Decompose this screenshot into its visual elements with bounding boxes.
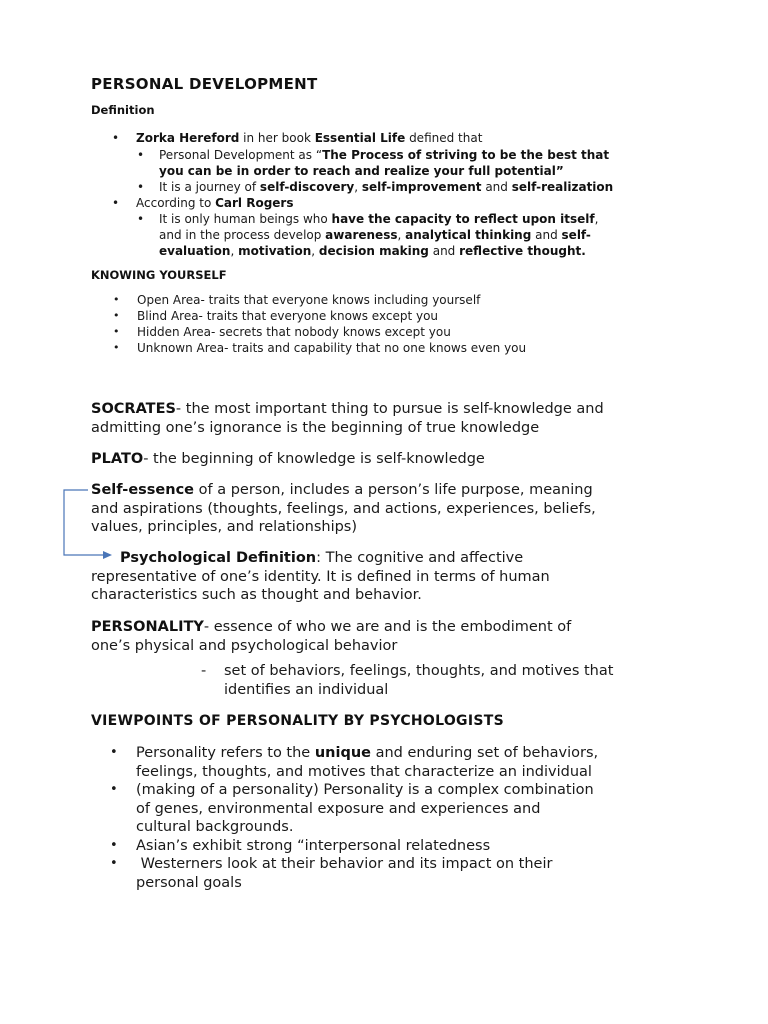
knowing-yourself-heading: KNOWING YOURSELF [91, 268, 227, 282]
page-title: PERSONAL DEVELOPMENT [91, 75, 318, 93]
definition-line-1: • Zorka Hereford in her book Essential Life defined that [112, 131, 483, 145]
bullet-icon: • [112, 131, 120, 145]
bullet-icon: • [112, 196, 120, 210]
sub-bullet-icon: • [137, 212, 145, 226]
personality-paragraph: PERSONALITY- essence of who we are and is the embodiment of one’s physical and psychological behavior [91, 619, 572, 654]
definition-line-2: • Personal Development as “The Process of striving to be the best that [137, 148, 610, 162]
definition-line-3: you can be in order to reach and realize your full potential” [159, 164, 564, 178]
definition-line-4: • It is a journey of self-discovery, self-improvement and self-realization [137, 180, 614, 194]
definition-heading: Definition [91, 103, 155, 117]
list-item: • Asian’s exhibit strong “interpersonal relatedness [136, 837, 598, 856]
sub-bullet-icon: • [137, 180, 145, 194]
list-item: • Hidden Area- secrets that nobody knows except you [137, 324, 526, 340]
socrates-paragraph: SOCRATES- the most important thing to pursue is self-knowledge and admitting one’s ignorance is the beginning of true knowledge [91, 401, 604, 436]
plato-paragraph: PLATO- the beginning of knowledge is self-knowledge [91, 451, 485, 467]
list-item: • Personality refers to the unique and enduring set of behaviors, feelings, thoughts, and motives that characterize an individual [136, 744, 598, 781]
viewpoints-list [136, 744, 598, 892]
definition-line-7: and in the process develop awareness, analytical thinking and self- [159, 228, 591, 242]
definition-line-8: evaluation, motivation, decision making and reflective thought. [159, 244, 586, 258]
definition-line-6: • It is only human beings who have the capacity to reflect upon itself, [137, 212, 599, 226]
definition-line-5: • According to Carl Rogers [112, 196, 294, 210]
viewpoints-heading: VIEWPOINTS OF PERSONALITY BY PSYCHOLOGISTS [91, 713, 504, 729]
list-item: • (making of a personality) Personality is a complex combination of genes, environmental exposure and experiences and cultural backgrounds. [136, 781, 598, 837]
sub-bullet-icon: • [137, 148, 145, 162]
list-item: • Open Area- traits that everyone knows including yourself [137, 292, 526, 308]
list-item: • Unknown Area- traits and capability that no one knows even you [137, 340, 526, 356]
list-item: • Blind Area- traits that everyone knows except you [137, 308, 526, 324]
self-essence-paragraph: Self-essence of a person, includes a person’s life purpose, meaning and aspirations (thoughts, feelings, and actions, experiences, beliefs, values, principles, and relationships) [91, 482, 596, 535]
psychological-definition-paragraph: Psychological Definition: The cognitive and affective representative of one’s identity. It is defined in terms of human characteristics such as thought and behavior. [91, 550, 550, 603]
personality-sub-item: set of behaviors, feelings, thoughts, and motives that identifies an individual [224, 663, 614, 698]
personality-dash: - [201, 663, 207, 679]
list-item: • Westerners look at their behavior and its impact on their personal goals [136, 855, 598, 892]
